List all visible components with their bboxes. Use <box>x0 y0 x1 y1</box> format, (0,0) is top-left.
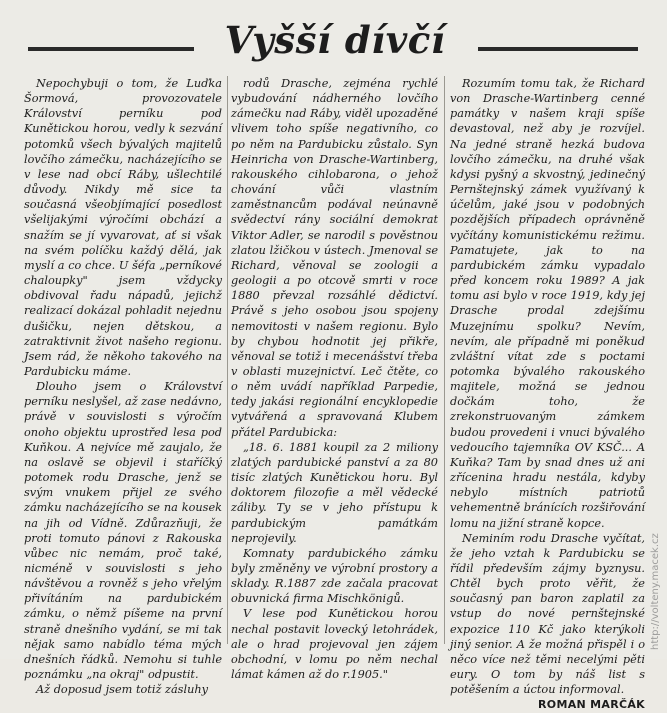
column-3 <box>450 76 645 713</box>
paragraph: Dlouho jsem o Království perníku neslyšel, až zase nedávno, právě v souvislosti s výročím onoho objektu uprostřed lesa pod Kuňkou. A nejvíce mě zaujalo, že na oslavě se objevil i staříčký potomek rodu Drasche, jenž se svým vnukem přijel ze svého zámku nacházejícího se na kousek na jih od Vídně. Zdůrazňuji, že proti tomuto pánovi z Rakouska vůbec nic nemám, proč také, nicméně v souvislosti s jeho návštěvou a rovněž s jeho vřelým přivítáním na pardubickém zámku, o němž píšeme na první straně dnešního vydání, se mi tak nějak samo nabídlo téma mých dnešních řádků. Nemohu si tuhle poznámku „na okraj" odpustit. <box>24 380 222 682</box>
watermark-url: http://volteny.macek.cz <box>650 533 661 650</box>
article-header <box>0 14 667 70</box>
paragraph: rodů Drasche, zejména rychlé vybudování nádherného lovčího zámečku nad Ráby, viděl upozaděné vlivem toho spíše negativního, co po něm na Pardubicku zůstalo. Syn Heinricha von Drasche-Wartinberg, rakouského cihlobarona, o jehož chování vůči vlastním zaměstnancům podával neúnavně svědectví rány sociální demokrat Viktor Adler, se narodil s pověstnou zlatou lžičkou v ústech. Jmenoval se Richard, věnoval se zoologii a geologii a po otcově smrti v roce 1880 převzal rozsáhlé dědictví. Právě s jeho osobou jsou spojeny nemovitosti v našem regionu. Bylo by chybou hodnotit jej přikře, věnoval se totiž i mecenášství třeba v oblasti muzejnictví. Leč čtěte, co o něm uvádí například Parpedie, tedy jakási regionální encyklopedie vytvářená a spravovaná Klubem přátel Pardubicka: <box>231 77 438 439</box>
paragraph: Rozumím tomu tak, že Richard von Drasche-Wartinberg cenné památky v našem kraji spíše devastoval, než aby je rozvíjel. Na jedné straně hezká budova lovčího zámečku, na druhé však kdysi pyšný a skvostný, jedinečný Pernštejnský zámek využívaný k účelům, jaké jsou v podobných pozdějších případech oprávněně vyčítány komunistickému režimu. Pamatujete, jak to na pardubickém zámku vypadalo před koncem roku 1989? A jak tomu asi bylo v roce 1919, kdy jej Drasche prodal zdejšímu Muzejnímu spolku? Nevím, nevím, ale případně mi poněkud zvláštní vítat zde s poctami potomka bývalého rakouského majitele, možná se jednou dočkám toho, že zrekonstruovaným zámkem budou provedeni i vnuci bývalého vedoucího tajemníka OV KSČ... A Kuňka? Tam by snad dnes už ani zřícenina hradu nestála, kdyby nebylo místních patriotů vehementně bránících rozšiřování lomu na jižní straně kopce. <box>450 77 645 530</box>
headline-rule-left <box>28 47 194 51</box>
quote-paragraph: V lese pod Kunětickou horou nechal postavit lovecký letohrádek, ale o hrad projevoval jen zájem obchodní, v lomu po něm nechal lámat kámen až do r.1905." <box>231 607 438 682</box>
headline-rule-right <box>478 47 638 51</box>
author-signature: ROMAN MARČÁK <box>538 698 645 712</box>
paragraph: Nepochybuji o tom, že Luďka Šormová, provozovatele Království perníku pod Kunětickou horou, vedly k sezvání potomků všech bývalých majitelů lovčího zámečku, nacházejícího se v lese nad obcí Ráby, ušlechtilé důvody. Nikdy mě sice ta současná všeobjímající posedlost všelijakými výročími obchází a snažím se jí vyvarovat, ať si však na svém políčku každý dělá, jak myslí a co chce. U šéfa „perníkové chaloupky" jsem vždycky obdivoval řadu nápadů, jejichž realizací dokázal pohladit nejednu dušičku, nejen dětskou, a zatraktivnit život našeho regionu. Jsem rád, že někoho takového na Pardubicku máme. <box>24 77 222 378</box>
column-1 <box>24 76 222 697</box>
headline: Vyšší dívčí <box>224 18 446 62</box>
column-2 <box>231 76 438 682</box>
paragraph: Neminím rodu Drasche vyčítat, že jeho vztah k Pardubicku se řídil především zájmy byznysu. Chtěl bych proto věřit, že současný pan baron zaplatil za vstup do nové pernštejnské expozice 110 Kč jako kterýkoli jiný senior. A že možná přispěl i o něco více než těmi necelými pěti eury. O tom by náš list s potěšením a úctou informoval. <box>450 531 645 697</box>
quote-paragraph: Komnaty pardubického zámku byly změněny ve výrobní prostory a sklady. R.1887 zde začala pracovat obuvnická firma Mischkönigů. <box>231 546 438 606</box>
quote-paragraph: „18. 6. 1881 koupil za 2 miliony zlatých pardubické panství a za 80 tisíc zlatých Kunětickou horu. Byl doktorem filozofie a měl vědecké záliby. Ty se v jeho přístupu k pardubickým památkám neprojevily. <box>231 440 438 545</box>
column-divider <box>227 76 228 644</box>
column-divider <box>444 76 445 644</box>
paragraph: Až doposud jsem totiž zásluhy <box>36 683 209 697</box>
